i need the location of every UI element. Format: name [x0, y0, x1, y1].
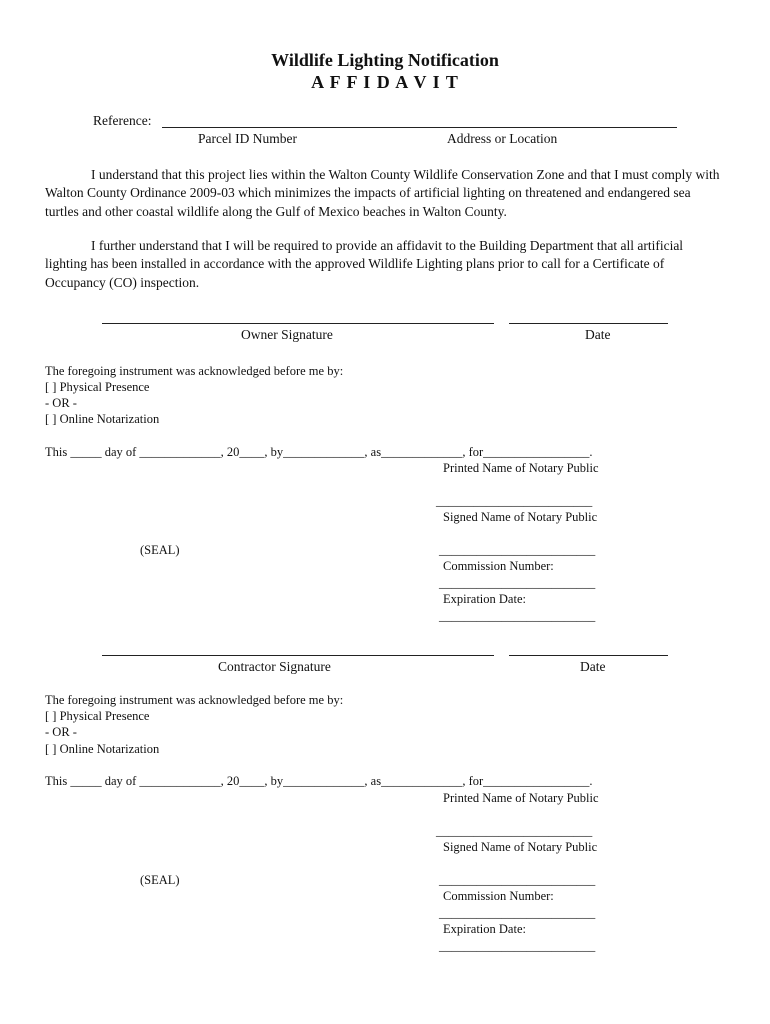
contractor-physical-presence-checkbox[interactable]: [ ] Physical Presence: [45, 709, 150, 723]
contractor-notary-this-line[interactable]: This _____ day of _____________, 20____, by_____________, as_____________, for_________________.: [45, 774, 593, 788]
owner-signed-name-line[interactable]: _________________________: [436, 494, 593, 508]
owner-signature-line[interactable]: [102, 323, 494, 324]
owner-commission-number-label: Commission Number:: [443, 559, 554, 573]
owner-signed-name-label: Signed Name of Notary Public: [443, 510, 598, 524]
address-location-label: Address or Location: [447, 131, 558, 146]
contractor-commission-number-line[interactable]: _________________________: [439, 906, 596, 920]
contractor-commission-number-label: Commission Number:: [443, 889, 554, 903]
contractor-date-line[interactable]: [509, 655, 668, 656]
contractor-ack-text: The foregoing instrument was acknowledged before me by:: [45, 693, 344, 707]
owner-seal-label: (SEAL): [140, 543, 180, 557]
parcel-id-label: Parcel ID Number: [198, 131, 297, 146]
contractor-signature-label: Contractor Signature: [218, 659, 331, 674]
document-subtitle: A F F I D A V I T: [311, 72, 459, 92]
owner-ack-text: The foregoing instrument was acknowledged before me by:: [45, 364, 344, 378]
owner-printed-name-label: Printed Name of Notary Public: [443, 461, 599, 475]
owner-physical-presence-checkbox[interactable]: [ ] Physical Presence: [45, 380, 150, 394]
contractor-notary-line[interactable]: _________________________: [439, 873, 596, 887]
statement-paragraph-1: I understand that this project lies within the Walton County Wildlife Conservation Zone and that I must comply with Walton County Ordinance 2009-03 which minimizes the impacts of artificial lighting on threatened and endangered sea turtles and other coastal wildlife along the Gulf of Mexico beaches in Walton County.: [45, 167, 720, 219]
contractor-date-label: Date: [580, 659, 606, 674]
owner-date-line[interactable]: [509, 323, 668, 324]
statement-paragraph-2: I further understand that I will be required to provide an affidavit to the Building Department that all artificial lighting has been installed in accordance with the approved Wildlife Lighting plans prior to call for a Certificate of Occupancy (CO) inspection.: [45, 238, 684, 290]
contractor-signature-line[interactable]: [102, 655, 494, 656]
contractor-signed-name-line[interactable]: _________________________: [436, 824, 593, 838]
owner-notary-line[interactable]: _________________________: [439, 543, 596, 557]
contractor-or-text: - OR -: [45, 725, 77, 739]
reference-field[interactable]: [162, 127, 677, 128]
owner-online-notarization-checkbox[interactable]: [ ] Online Notarization: [45, 412, 160, 426]
document-title: Wildlife Lighting Notification: [271, 50, 499, 70]
owner-expiration-date-line[interactable]: _________________________: [439, 609, 596, 623]
owner-signature-label: Owner Signature: [241, 327, 333, 342]
contractor-expiration-date-label: Expiration Date:: [443, 922, 526, 936]
owner-date-label: Date: [585, 327, 611, 342]
owner-or-text: - OR -: [45, 396, 77, 410]
contractor-seal-label: (SEAL): [140, 873, 180, 887]
contractor-printed-name-label: Printed Name of Notary Public: [443, 791, 599, 805]
contractor-expiration-date-line[interactable]: _________________________: [439, 939, 596, 953]
owner-expiration-date-label: Expiration Date:: [443, 592, 526, 606]
owner-notary-this-line[interactable]: This _____ day of _____________, 20____, by_____________, as_____________, for_________________.: [45, 445, 593, 459]
contractor-online-notarization-checkbox[interactable]: [ ] Online Notarization: [45, 742, 160, 756]
contractor-signed-name-label: Signed Name of Notary Public: [443, 840, 598, 854]
owner-commission-number-line[interactable]: _________________________: [439, 576, 596, 590]
reference-label: Reference:: [93, 113, 152, 128]
